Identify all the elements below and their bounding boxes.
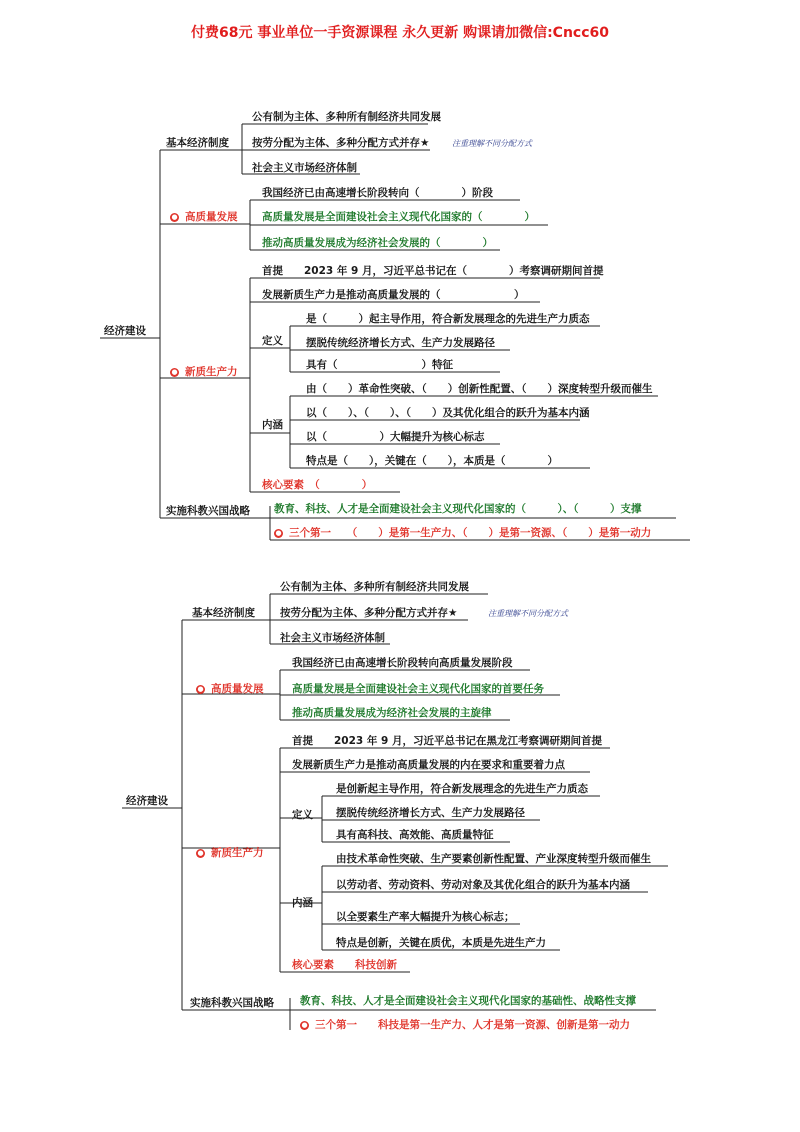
- basic-item: 社会主义市场经济体制: [252, 162, 357, 174]
- new-productivity-label: ● 新质生产力: [197, 847, 264, 859]
- kejiao-line: 教育、科技、人才是全面建设社会主义现代化国家的基础性、战略性支撑: [300, 995, 636, 1007]
- red-marker-icon: ●: [275, 528, 282, 537]
- np-neihan: 由技术革命性突破、生产要素创新性配置、产业深度转型升级而催生: [336, 853, 651, 865]
- mindmap-blank: [0, 100, 800, 560]
- np-neihan: 特点是（ ），关键在（ ），本质是（ ）: [306, 455, 558, 467]
- basic-item: 按劳分配为主体、多种分配方式并存★: [252, 137, 430, 149]
- quality-item: 我国经济已由高速增长阶段转向高质量发展阶段: [292, 657, 513, 669]
- mindmap-answers: [0, 570, 800, 1030]
- np-neihan: 特点是创新，关键在质优，本质是先进生产力: [336, 937, 546, 949]
- quality-label: ● 高质量发展: [197, 683, 264, 695]
- kejiao-line: 教育、科技、人才是全面建设社会主义现代化国家的（ ）、（ ）支撑: [274, 503, 642, 515]
- basic-item: 公有制为主体、多种所有制经济共同发展: [280, 581, 469, 593]
- mindmap-connectors: [0, 570, 800, 1030]
- basic-system-label: 基本经济制度: [192, 607, 255, 619]
- np-def: 是（ ）起主导作用，符合新发展理念的先进生产力质态: [306, 313, 590, 325]
- np-def: 具有（ ）特征: [306, 359, 453, 371]
- quality-item: 推动高质量发展成为经济社会发展的（ ）: [262, 237, 493, 249]
- kejiao-line: ● 三个第一 （ ）是第一生产力、（ ）是第一资源、（ ）是第一动力: [275, 527, 652, 539]
- quality-item: 高质量发展是全面建设社会主义现代化国家的（ ）: [262, 211, 535, 223]
- np-def: 摆脱传统经济增长方式、生产力发展路径: [336, 807, 525, 819]
- np-def-label: 定义: [292, 809, 313, 821]
- np-neihan: 以（ ）大幅提升为核心标志: [306, 431, 485, 443]
- quality-item: 推动高质量发展成为经济社会发展的主旋律: [292, 707, 492, 719]
- kejiao-label: 实施科教兴国战略: [166, 505, 250, 517]
- np-neihan-label: 内涵: [262, 419, 283, 431]
- kejiao-label: 实施科教兴国战略: [190, 997, 274, 1009]
- red-marker-icon: ●: [171, 212, 178, 221]
- note-text: 注重理解不同分配方式: [452, 139, 532, 148]
- np-neihan: 以全要素生产率大幅提升为核心标志；: [336, 911, 515, 923]
- red-marker-icon: ●: [197, 684, 204, 693]
- kejiao-line: ● 三个第一 科技是第一生产力、人才是第一资源、创新是第一动力: [301, 1019, 630, 1031]
- red-marker-icon: ●: [171, 367, 178, 376]
- promo-banner: 付费68元 事业单位一手资源课程 永久更新 购课请加微信:Cncc60: [190, 25, 610, 41]
- np-first: 首提 2023 年 9 月，习近平总书记在黑龙江考察调研期间首提: [292, 735, 602, 747]
- np-def: 是创新起主导作用，符合新发展理念的先进生产力质态: [336, 783, 588, 795]
- np-def-label: 定义: [262, 335, 283, 347]
- np-def: 摆脱传统经济增长方式、生产力发展路径: [306, 337, 495, 349]
- new-productivity-label: ● 新质生产力: [171, 366, 238, 378]
- np-neihan-label: 内涵: [292, 897, 313, 909]
- basic-item: 按劳分配为主体、多种分配方式并存★: [280, 607, 458, 619]
- basic-item: 公有制为主体、多种所有制经济共同发展: [252, 111, 441, 123]
- red-marker-icon: ●: [197, 848, 204, 857]
- np-neihan: 由（ ）革命性突破、（ ）创新性配置、（ ）深度转型升级而催生: [306, 383, 653, 395]
- quality-item: 我国经济已由高速增长阶段转向（ ）阶段: [262, 187, 493, 199]
- note-text: 注重理解不同分配方式: [488, 609, 568, 618]
- np-role: 发展新质生产力是推动高质量发展的内在要求和重要着力点: [292, 759, 565, 771]
- red-marker-icon: ●: [301, 1020, 308, 1029]
- np-neihan: 以劳动者、劳动资料、劳动对象及其优化组合的跃升为基本内涵: [336, 879, 630, 891]
- np-def: 具有高科技、高效能、高质量特征: [336, 829, 494, 841]
- quality-item: 高质量发展是全面建设社会主义现代化国家的首要任务: [292, 683, 544, 695]
- np-core: 核心要素 （ ）: [262, 479, 373, 491]
- np-neihan: 以（ ）、（ ）、（ ）及其优化组合的跃升为基本内涵: [306, 407, 590, 419]
- np-core: 核心要素 科技创新: [292, 959, 397, 971]
- root-label: 经济建设: [104, 325, 146, 337]
- quality-label: ● 高质量发展: [171, 211, 238, 223]
- basic-system-label: 基本经济制度: [166, 137, 229, 149]
- np-role: 发展新质生产力是推动高质量发展的（ ）: [262, 289, 525, 301]
- root-label: 经济建设: [126, 795, 168, 807]
- basic-item: 社会主义市场经济体制: [280, 632, 385, 644]
- np-first: 首提 2023 年 9 月，习近平总书记在（ ）考察调研期间首提: [262, 265, 604, 277]
